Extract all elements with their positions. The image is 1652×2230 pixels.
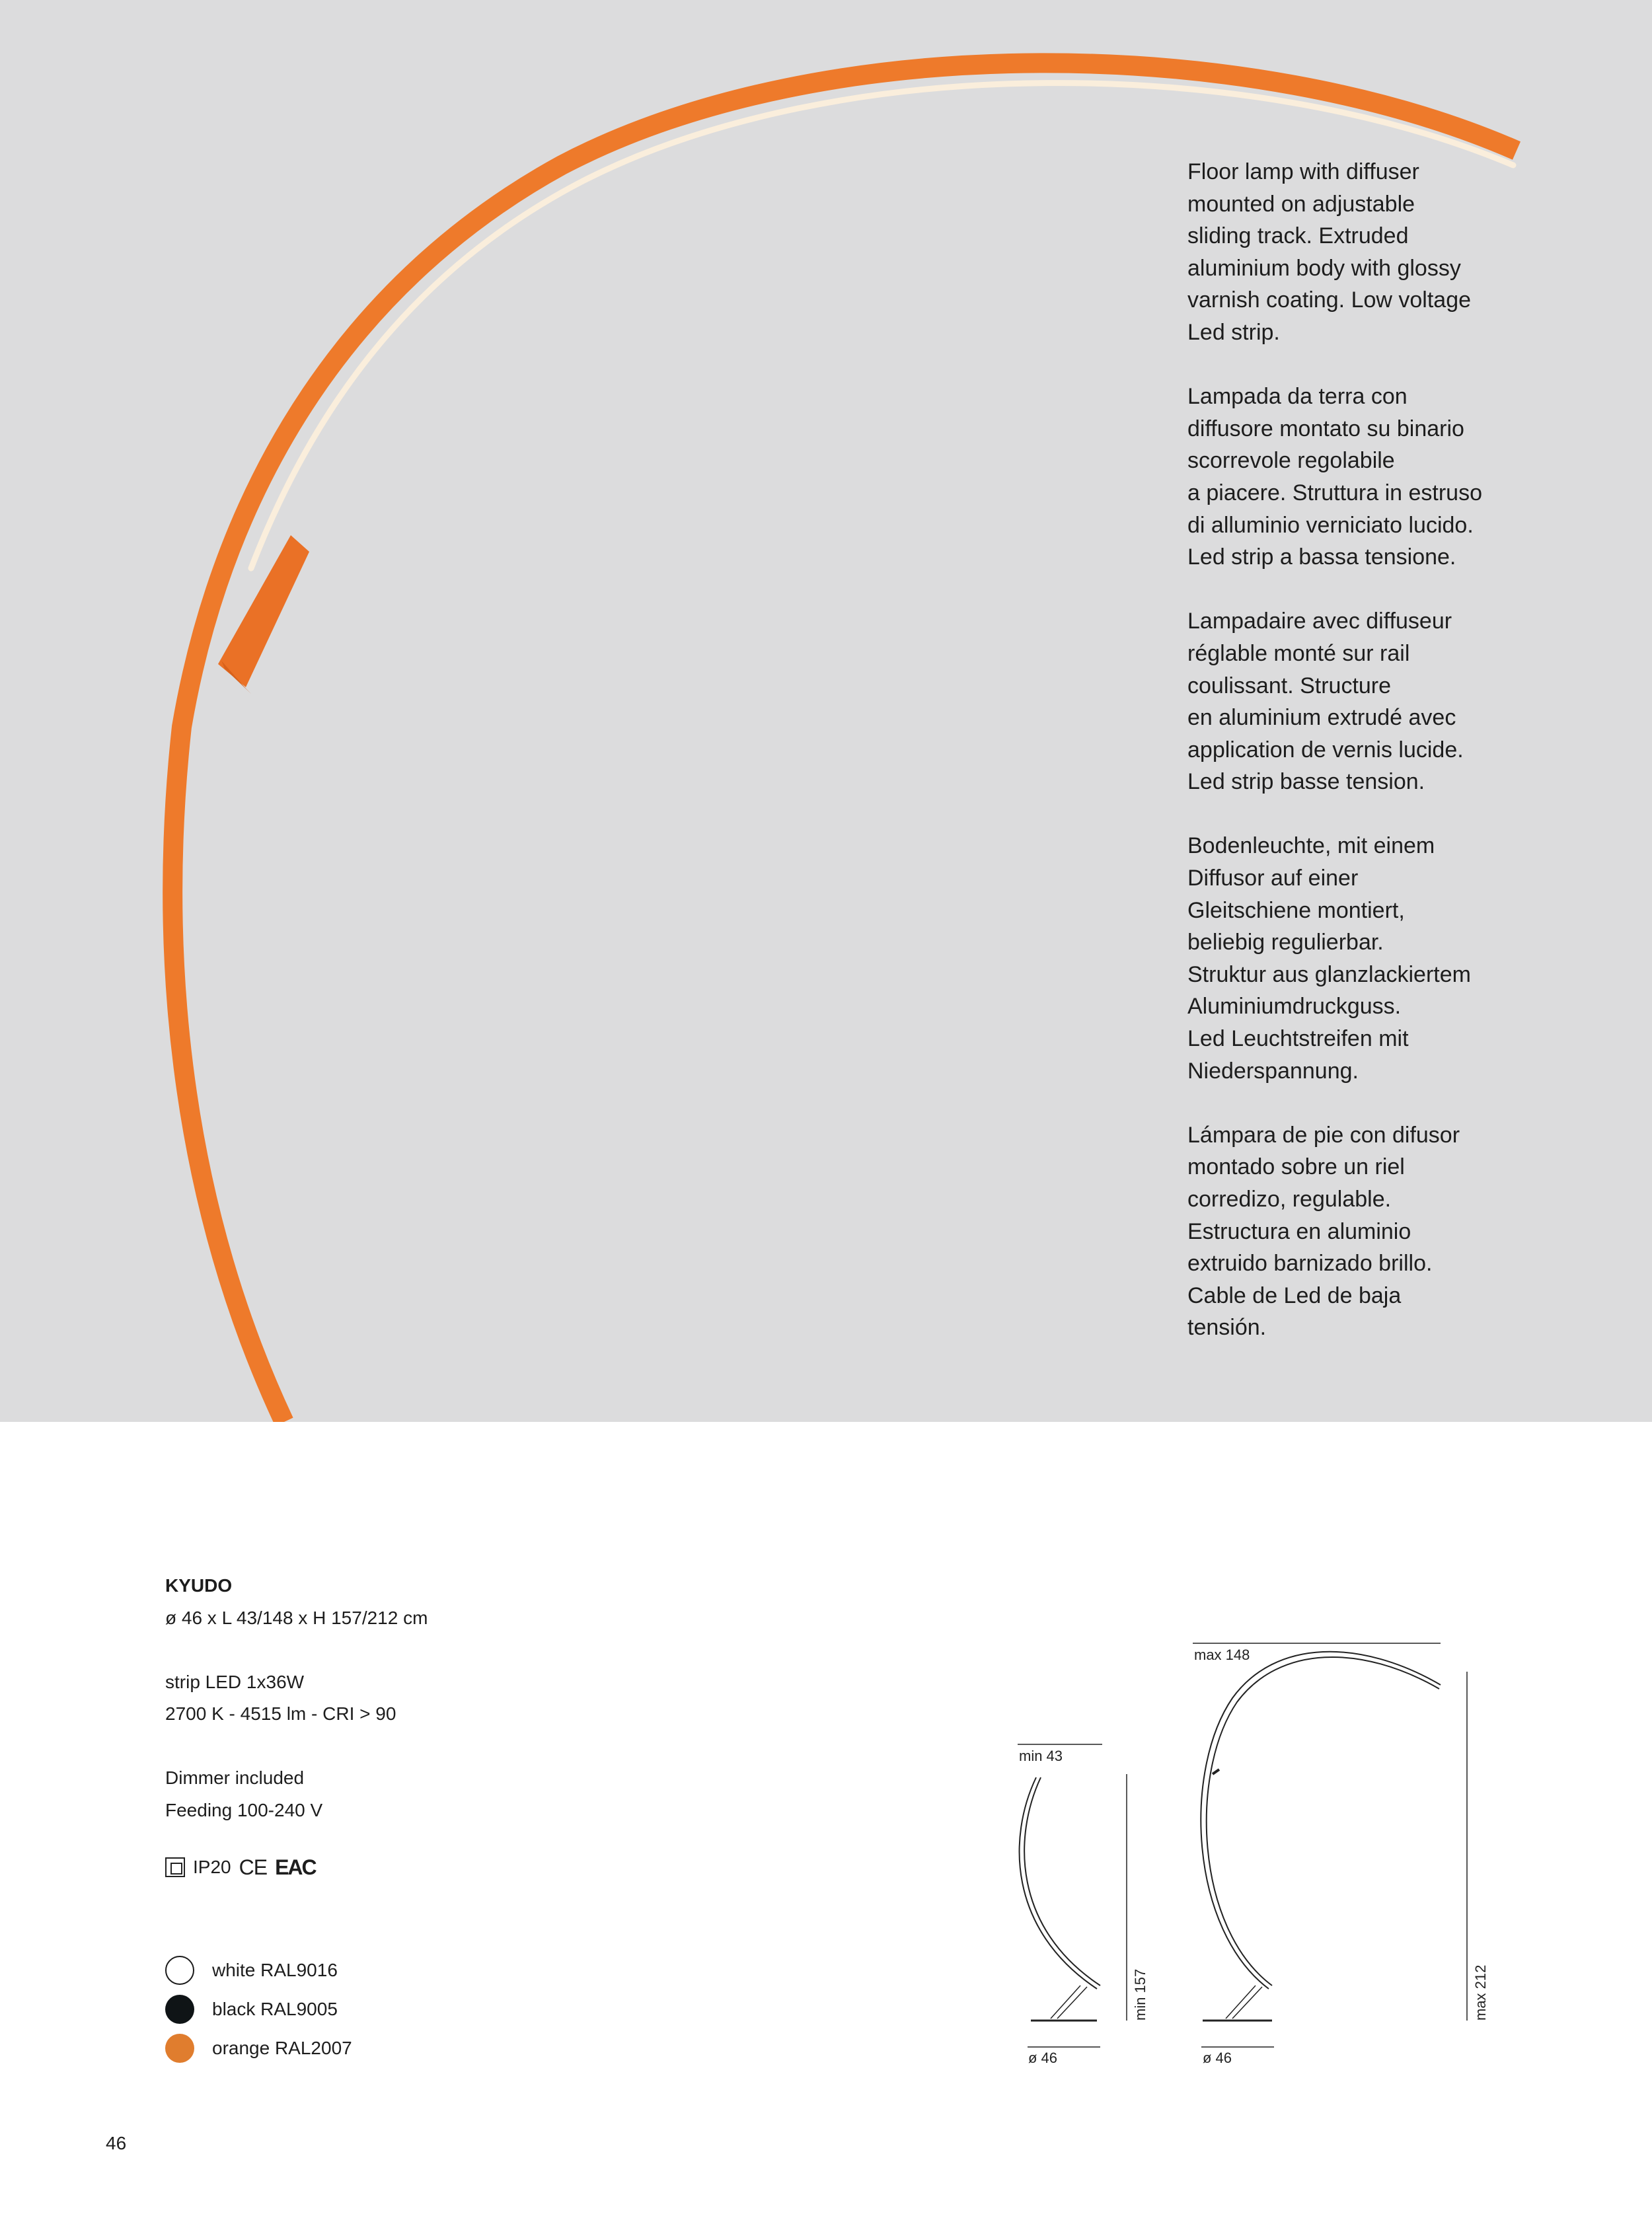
white-swatch — [165, 1956, 194, 1985]
max-height-label: max 212 — [1472, 1964, 1489, 2021]
max-base-label: ø 46 — [1203, 2050, 1232, 2066]
finish-item — [165, 1995, 352, 2024]
description-en: Floor lamp with diffuser mounted on adjustable sliding track. Extruded aluminium body with glossy varnish coating. Low voltage Led strip. — [1187, 159, 1472, 345]
ip-rating: IP20 — [193, 1857, 231, 1877]
product-name: KYUDO — [165, 1575, 233, 1596]
light-source: strip LED 1x36W — [165, 1671, 305, 1692]
class-ii-icon — [165, 1857, 185, 1877]
min-base-label: ø 46 — [1028, 2050, 1058, 2066]
finish-label: white RAL9016 — [212, 1960, 338, 1980]
product-dimensions: ø 46 x L 43/148 x H 157/212 cm — [165, 1607, 428, 1628]
drawing-max — [1193, 1643, 1467, 2047]
description-fr: Lampadaire avec diffuseur réglable monté sur rail coulissant. Structure en aluminium extrudé avec application de vernis lucide. Led strip basse tension. — [1187, 609, 1464, 795]
dimmer-info: Dimmer included — [165, 1767, 305, 1788]
page-number: 46 — [106, 2133, 127, 2153]
black-swatch — [165, 1995, 194, 2024]
product-specs — [165, 1570, 826, 1826]
orange-swatch — [165, 2034, 194, 2063]
description-es: Lámpara de pie con difusor montado sobre un riel corredizo, regulable. Estructura en aluminio extruido barnizado brillo. Cable de Led de baja tensión. — [1187, 1122, 1460, 1341]
description-de: Bodenleuchte, mit einem Diffusor auf einer Gleitschiene montiert, beliebig regulierbar. Struktur aus glanzlackiertem Aluminiumdruckguss. Led Leuchtstreifen mit Niederspannung. — [1187, 833, 1471, 1084]
light-specs: 2700 K - 4515 lm - CRI > 90 — [165, 1703, 396, 1724]
finish-item — [165, 1956, 352, 1985]
finish-label: black RAL9005 — [212, 1999, 338, 2019]
finish-label: orange RAL2007 — [212, 2038, 352, 2058]
eac-mark-icon: EAC — [275, 1855, 316, 1879]
description-it: Lampada da terra con diffusore montato su binario scorrevole regolabile a piacere. Struttura in estruso di alluminio verniciato lucido. Led strip a bassa tensione. — [1187, 384, 1483, 570]
finish-list — [165, 1956, 352, 2073]
drawing-min — [1018, 1744, 1127, 2047]
feeding-info: Feeding 100-240 V — [165, 1799, 323, 1820]
min-height-label: min 157 — [1132, 1968, 1148, 2021]
product-description — [1187, 156, 1531, 1376]
technical-drawings — [991, 1619, 1520, 2081]
ce-mark-icon: CE — [239, 1855, 268, 1879]
certifications — [165, 1854, 316, 1880]
finish-item — [165, 2034, 352, 2063]
min-width-label: min 43 — [1019, 1748, 1063, 1764]
max-width-label: max 148 — [1194, 1647, 1250, 1663]
